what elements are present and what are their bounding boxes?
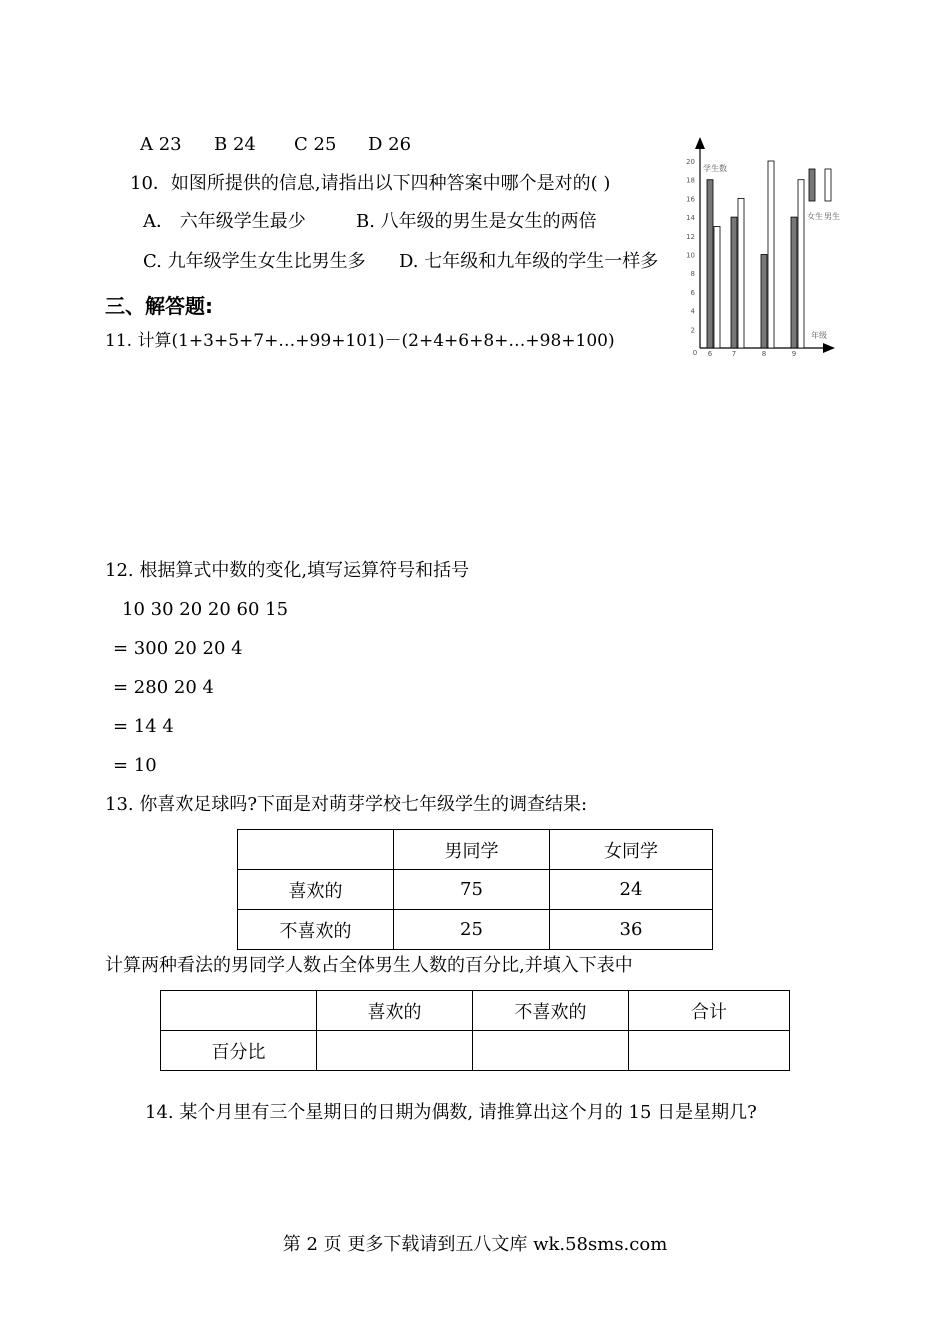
table-cell [238, 830, 394, 870]
x-axis-arrow-icon [823, 343, 835, 353]
table-row [238, 910, 713, 950]
x-axis-label: 年级 [811, 331, 827, 340]
y-tick-label: 8 [690, 270, 695, 279]
q12-stem: 12. 根据算式中数的变化,填写运算符号和括号 [105, 560, 470, 581]
q12-line-3: = 280 20 4 [113, 677, 214, 698]
q11-text: 11. 计算(1+3+5+7+…+99+101)－(2+4+6+8+…+98+100) [105, 331, 615, 351]
table-row [238, 830, 713, 870]
bar-grade-9-girls [791, 217, 797, 348]
bar-grade-8-girls [761, 255, 767, 349]
bar-grade-7-boys [738, 198, 744, 348]
y-tick-label: 16 [686, 195, 695, 204]
table-cell: 36 [550, 910, 713, 950]
table-cell: 百分比 [161, 1031, 317, 1071]
survey-table [237, 829, 713, 950]
table-cell: 25 [394, 910, 550, 950]
page-footer: 第 2 页 更多下载请到五八文库 wk.58sms.com [282, 1234, 668, 1255]
legend-swatch-girls [809, 169, 815, 201]
q10-option-c: C. 九年级学生女生比男生多 [143, 251, 366, 272]
q12-line-1: 10 30 20 20 60 15 [122, 599, 289, 620]
q9-option-a: A 23 [140, 134, 182, 155]
table-row [161, 1031, 790, 1071]
table-cell: 喜欢的 [238, 870, 394, 910]
bar-grade-6-boys [714, 226, 720, 348]
q12-line-5: = 10 [113, 755, 157, 776]
y-tick-label: 18 [686, 176, 695, 185]
q12-line-2: = 300 20 20 4 [113, 638, 243, 659]
q9-option-b: B 24 [214, 134, 256, 155]
q9-option-c: C 25 [294, 134, 337, 155]
legend-swatch-boys [825, 169, 831, 201]
table-cell: 75 [394, 870, 550, 910]
q10-option-d: D. 七年级和九年级的学生一样多 [399, 251, 659, 272]
answer-cell[interactable] [629, 1031, 790, 1071]
y-tick-label: 6 [690, 288, 695, 297]
y-tick-label: 14 [686, 214, 695, 223]
y-axis-label: 学生数 [703, 164, 727, 173]
q9-options [140, 134, 411, 156]
percentage-table [160, 990, 790, 1071]
bar-grade-9-boys [798, 180, 804, 348]
y-tick-label: 2 [690, 326, 695, 335]
x-tick-label: 7 [731, 350, 737, 358]
table-cell: 24 [550, 870, 713, 910]
y-tick-label: 12 [686, 232, 695, 241]
table-cell: 合计 [629, 991, 790, 1031]
q10-option-b: B. 八年级的男生是女生的两倍 [356, 211, 597, 232]
x-tick-label: 8 [761, 350, 767, 358]
table-row [161, 991, 790, 1031]
y-tick-label: 4 [690, 307, 695, 316]
legend-label-boys: 男生 [824, 212, 840, 221]
table-cell: 男同学 [394, 830, 550, 870]
table-cell: 不喜欢的 [238, 910, 394, 950]
table-cell [161, 991, 317, 1031]
y-tick-label: 20 [686, 158, 695, 166]
x-tick-label: 9 [791, 350, 797, 358]
answer-cell[interactable] [473, 1031, 629, 1071]
q13-instruction: 计算两种看法的男同学人数占全体男生人数的百分比,并填入下表中 [105, 955, 633, 976]
bar-grade-8-boys [768, 161, 774, 348]
legend-label-girls: 女生 [807, 212, 823, 221]
y-tick-label: 10 [686, 251, 695, 260]
section-heading: 三、解答题: [105, 294, 213, 318]
y-axis-arrow-icon [695, 137, 705, 149]
table-cell: 不喜欢的 [473, 991, 629, 1031]
x-tick-label: 6 [707, 350, 713, 358]
bar-grade-7-girls [731, 217, 737, 348]
table-cell: 喜欢的 [317, 991, 473, 1031]
q10-stem: 10．如图所提供的信息,请指出以下四种答案中哪个是对的( ) [130, 173, 611, 194]
q9-option-d: D 26 [368, 134, 412, 155]
q13-stem: 13. 你喜欢足球吗?下面是对萌芽学校七年级学生的调查结果: [105, 794, 588, 815]
grade-gender-bar-chart [683, 135, 843, 360]
bar-grade-6-girls [707, 180, 713, 348]
q10-option-a: A． 六年级学生最少 [143, 211, 306, 232]
origin-label: 0 [692, 349, 698, 357]
table-row [238, 870, 713, 910]
answer-cell[interactable] [317, 1031, 473, 1071]
table-cell: 女同学 [550, 830, 713, 870]
q12-line-4: = 14 4 [113, 716, 174, 737]
q14-text: 14. 某个月里有三个星期日的日期为偶数, 请推算出这个月的 15 日是星期几? [145, 1102, 757, 1123]
